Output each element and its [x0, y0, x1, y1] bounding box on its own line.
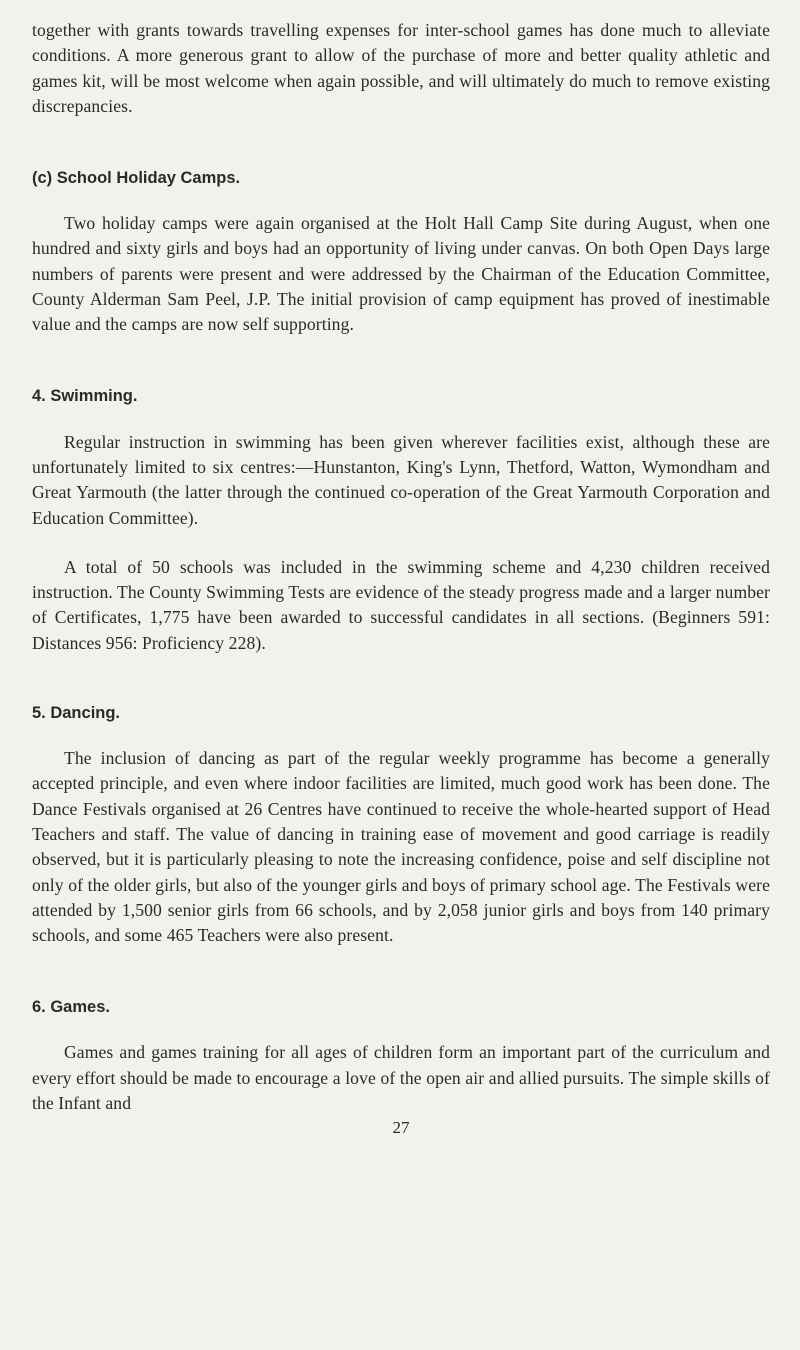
section-heading-holiday-camps: (c) School Holiday Camps. — [32, 169, 241, 188]
section-heading-games: 6. Games. — [32, 998, 110, 1017]
intro-paragraph: together with grants towards travelling expenses for inter-school games has done much to alleviate conditions. A more generous grant to allow of the purchase of more and better quality athletic and games kit, will be most welcome when again possible, and will ultimately do much to remove existing discrepancies. — [32, 20, 770, 116]
page-number: 27 — [392, 1118, 410, 1138]
section-heading-swimming: 4. Swimming. — [32, 386, 138, 405]
swimming-paragraph-1: Regular instruction in swimming has been given wherever facilities exist, although these are unfortunately limited to six centres:—Hunstanton, King's Lynn, Thetford, Watton, Wymondham and Great Yarmouth (the latter through the continued co-operation of the Great Yarmouth Corporation and Education Committee). — [32, 431, 770, 528]
dancing-paragraph: The inclusion of dancing as part of the regular weekly programme has become a generally accepted principle, and even where indoor facilities are limited, much good work has been done. The Dance Festivals organised at 26 Centres have continued to receive the whole-hearted support of Head Teachers and staff. The value of dancing in training ease of movement and good carriage is readily observed, but it is particularly pleasing to note the increasing confidence, poise and self discipline not only of the older girls, but also of the younger girls and boys of primary school age. The Festivals were attended by 1,500 senior girls from 66 schools, and by 2,058 junior girls and boys from 140 primary schools, and some 465 Teachers were also present. — [32, 748, 770, 946]
swimming-paragraph-2: A total of 50 schools was included in the swimming scheme and 4,230 children received instruction. The County Swimming Tests are evidence of the steady progress made and a larger number of Certificates, 1,775 have been awarded to successful candidates in all sections. (Beginners 591: Distances 956: Proficiency 228). — [32, 556, 770, 653]
holiday-camps-paragraph: Two holiday camps were again organised at the Holt Hall Camp Site during August, when one hundred and sixty girls and boys had an opportunity of living under canvas. On both Open Days large numbers of parents were present and were addressed by the Chairman of the Education Committee, County Alderman Sam Peel, J.P. The initial provision of camp equipment has proved of inestimable value and the camps are now self supporting. — [32, 213, 770, 335]
games-paragraph: Games and games training for all ages of children form an important part of the curriculum and every effort should be made to encourage a love of the open air and allied pursuits. The simple skills of the Infant and — [32, 1042, 770, 1114]
section-heading-dancing: 5. Dancing. — [32, 704, 121, 723]
